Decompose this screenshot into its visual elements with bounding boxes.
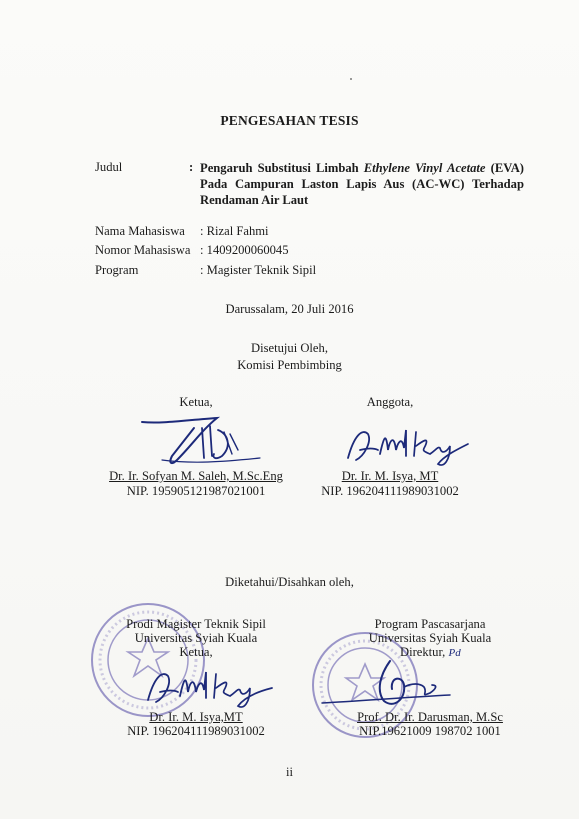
pasca-line1: Program Pascasarjana (374, 617, 486, 631)
judul-text-italic: Ethylene Vinyl Acetate (363, 161, 486, 175)
page-title: PENGESAHAN TESIS (220, 113, 359, 128)
ketua-signature (132, 410, 272, 470)
judul-text-1: Pengaruh Substitusi Limbah (200, 161, 364, 175)
ketua-name: Dr. Ir. Sofyan M. Saleh, M.Sc.Eng (109, 469, 283, 483)
prodi-signature (140, 660, 280, 715)
anggota-role: Anggota, (366, 395, 414, 409)
pasca-director-label: Direktur, (400, 645, 446, 659)
prodi-name: Dr. Ir. M. Isya,MT (149, 710, 243, 724)
prodi-nip: NIP. 196204111989031002 (127, 724, 265, 738)
program-label: Program (95, 263, 139, 277)
pasca-name: Prof. Dr. Ir. Darusman, M.Sc (357, 710, 503, 724)
pasca-signature (320, 655, 470, 715)
scan-speck (350, 78, 352, 80)
approved-by-line2: Komisi Pembimbing (237, 358, 342, 372)
pasca-line2: Universitas Syiah Kuala (368, 631, 492, 645)
nama-label: Nama Mahasiswa (95, 224, 185, 238)
pasca-handwritten-note: Pd (448, 647, 461, 659)
approved-by-line1: Disetujui Oleh, (251, 341, 328, 355)
judul-value (200, 160, 524, 208)
anggota-nip: NIP. 196204111989031002 (321, 484, 459, 498)
nama-value: : Rizal Fahmi (200, 224, 269, 238)
prodi-line2: Universitas Syiah Kuala (134, 631, 258, 645)
acknowledged-by: Diketahui/Disahkan oleh, (225, 575, 354, 589)
ketua-role: Ketua, (179, 395, 213, 409)
nomor-value: : 1409200060045 (200, 243, 289, 257)
place-date: Darussalam, 20 Juli 2016 (225, 302, 354, 316)
pasca-nip: NIP.19621009 198702 1001 (359, 724, 501, 738)
anggota-signature (340, 420, 480, 470)
judul-label: Judul (95, 160, 123, 174)
ketua-nip: NIP. 195905121987021001 (126, 484, 266, 498)
prodi-line1: Prodi Magister Teknik Sipil (126, 617, 266, 631)
judul-text-2: (EVA) Pada Campuran Laston Lapis Aus (AC-WC) Terhadap Rendaman Air Laut (200, 161, 524, 207)
prodi-line3: Ketua, (179, 645, 213, 659)
anggota-name: Dr. Ir. M. Isya, MT (341, 469, 439, 483)
judul-colon: : (189, 160, 194, 174)
nomor-label: Nomor Mahasiswa (95, 243, 191, 257)
program-value: : Magister Teknik Sipil (200, 263, 317, 277)
page-number: ii (286, 765, 293, 779)
